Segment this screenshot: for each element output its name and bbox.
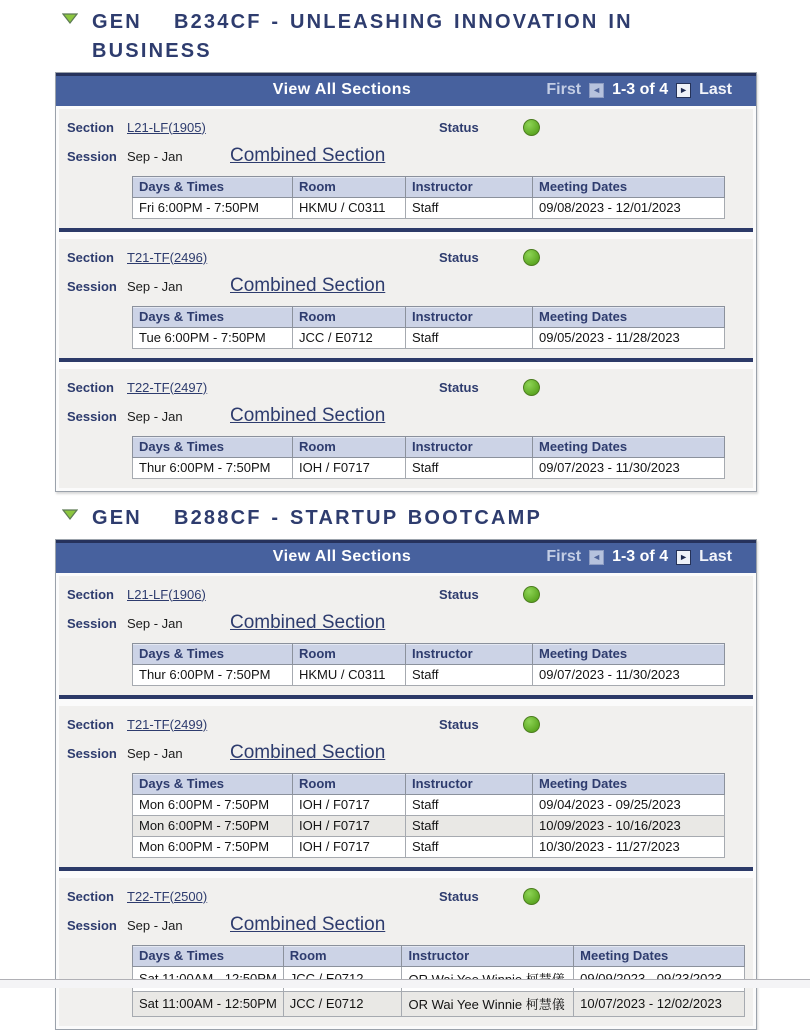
section-label: Section [67, 250, 114, 265]
col-meeting-dates: Meeting Dates [533, 307, 725, 328]
meeting-table-header-row [133, 177, 725, 198]
status-open-icon [523, 888, 540, 905]
col-instructor: Instructor [406, 177, 533, 198]
session-value: Sep - Jan [127, 917, 183, 933]
meeting-row [133, 816, 725, 837]
days-times-cell: Tue 6:00PM - 7:50PM [133, 328, 293, 349]
room-cell: HKMU / C0311 [293, 198, 406, 219]
col-instructor: Instructor [406, 437, 533, 458]
section-detail-link[interactable]: L21-LF(1906) [127, 586, 206, 602]
meeting-table-header-row [133, 307, 725, 328]
course-subject: GEN [92, 507, 142, 529]
page-footer-divider [0, 979, 810, 988]
meeting-dates-cell: 10/07/2023 - 12/02/2023 [574, 992, 745, 1017]
status-label: Status [439, 587, 479, 602]
meeting-dates-cell: 09/07/2023 - 11/30/2023 [533, 665, 725, 686]
section-label: Section [67, 587, 114, 602]
course-name: B288CF - STARTUP BOOTCAMP [173, 507, 543, 529]
session-value: Sep - Jan [127, 745, 183, 761]
instructor-cell: OR Wai Yee Winnie 柯慧儀 [402, 992, 574, 1017]
meeting-row [133, 837, 725, 858]
days-times-cell: Mon 6:00PM - 7:50PM [133, 795, 293, 816]
meeting-table-header-row [133, 437, 725, 458]
meeting-table [132, 176, 725, 219]
meeting-row [133, 198, 725, 219]
meeting-table [132, 306, 725, 349]
room-cell: HKMU / C0311 [293, 665, 406, 686]
col-meeting-dates: Meeting Dates [533, 644, 725, 665]
pagination-next-icon[interactable]: ► [676, 550, 691, 565]
course-group [55, 72, 757, 492]
col-days-times: Days & Times [133, 177, 293, 198]
combined-section-link[interactable]: Combined Section [230, 742, 386, 763]
meeting-table-header-row [133, 946, 745, 967]
course-group [55, 539, 757, 1030]
meeting-table-header-row [133, 774, 725, 795]
session-value: Sep - Jan [127, 408, 183, 424]
section-detail-link[interactable]: T22-TF(2497) [127, 379, 208, 395]
instructor-cell: Staff [406, 795, 533, 816]
col-days-times: Days & Times [133, 774, 293, 795]
section-detail-link[interactable]: L21-LF(1905) [127, 119, 206, 135]
col-room: Room [293, 644, 406, 665]
days-times-cell: Thur 6:00PM - 7:50PM [133, 665, 293, 686]
room-cell: IOH / F0717 [293, 795, 406, 816]
status-open-icon [523, 249, 540, 266]
section-label: Section [67, 380, 114, 395]
meeting-row [133, 458, 725, 479]
collapse-section-icon[interactable] [62, 507, 78, 525]
course-group-wrap [55, 502, 757, 1030]
room-cell: IOH / F0717 [293, 837, 406, 858]
pagination-first-link[interactable]: First [546, 81, 582, 98]
pagination-last-link[interactable]: Last [699, 548, 732, 565]
meeting-table [132, 643, 725, 686]
col-room: Room [293, 307, 406, 328]
course-title-row [55, 6, 757, 72]
combined-section-link[interactable]: Combined Section [230, 145, 386, 166]
meeting-row [133, 665, 725, 686]
col-days-times: Days & Times [133, 437, 293, 458]
meeting-dates-cell: 09/04/2023 - 09/25/2023 [533, 795, 725, 816]
combined-section-link[interactable]: Combined Section [230, 612, 386, 633]
section-detail-link[interactable]: T21-TF(2496) [127, 249, 208, 265]
pagination-next-icon[interactable]: ► [676, 83, 691, 98]
status-label: Status [439, 250, 479, 265]
col-instructor: Instructor [406, 307, 533, 328]
pagination-prev-icon[interactable]: ◄ [589, 83, 604, 98]
session-label: Session [67, 615, 117, 631]
course-group-wrap [55, 6, 757, 492]
meeting-table-header-row [133, 644, 725, 665]
room-cell: IOH / F0717 [293, 458, 406, 479]
meeting-dates-cell: 09/08/2023 - 12/01/2023 [533, 198, 725, 219]
meeting-dates-cell: 10/30/2023 - 11/27/2023 [533, 837, 725, 858]
view-all-sections-label: View All Sections [272, 548, 412, 565]
course-subject: GEN [92, 11, 142, 33]
pagination-last-link[interactable]: Last [699, 81, 732, 98]
meeting-table [132, 773, 725, 858]
meeting-dates-cell: 09/07/2023 - 11/30/2023 [533, 458, 725, 479]
status-label: Status [439, 889, 479, 904]
room-cell: JCC / E0712 [293, 328, 406, 349]
days-times-cell: Mon 6:00PM - 7:50PM [133, 837, 293, 858]
col-days-times: Days & Times [133, 307, 293, 328]
status-label: Status [439, 380, 479, 395]
pagination-range: 1-3 of 4 [612, 548, 669, 565]
course-name: B234CF - UNLEASHING INNOVATION IN BUSINESS [92, 11, 633, 62]
instructor-cell: Staff [406, 458, 533, 479]
combined-section-link[interactable]: Combined Section [230, 405, 386, 426]
section-label: Section [67, 120, 114, 135]
meeting-dates-cell: 10/09/2023 - 10/16/2023 [533, 816, 725, 837]
course-title-row [55, 502, 757, 539]
course-title [92, 504, 542, 533]
class-section-block [59, 706, 753, 871]
status-open-icon [523, 716, 540, 733]
pagination-controls [546, 548, 732, 566]
class-section-block [59, 109, 753, 232]
col-instructor: Instructor [406, 774, 533, 795]
course-title [92, 8, 712, 66]
pagination-prev-icon[interactable]: ◄ [589, 550, 604, 565]
instructor-cell: Staff [406, 837, 533, 858]
days-times-cell: Thur 6:00PM - 7:50PM [133, 458, 293, 479]
sections-header-bar [56, 73, 756, 106]
combined-section-link[interactable]: Combined Section [230, 275, 386, 296]
session-value: Sep - Jan [127, 278, 183, 294]
col-room: Room [293, 437, 406, 458]
session-label: Session [67, 148, 117, 164]
col-room: Room [283, 946, 402, 967]
meeting-row [133, 992, 745, 1017]
col-instructor: Instructor [406, 644, 533, 665]
status-label: Status [439, 120, 479, 135]
col-room: Room [293, 177, 406, 198]
instructor-cell: Staff [406, 816, 533, 837]
session-label: Session [67, 917, 117, 933]
instructor-cell: Staff [406, 328, 533, 349]
view-all-sections-label: View All Sections [272, 81, 412, 98]
class-section-block [59, 878, 753, 1026]
collapse-section-icon[interactable] [62, 11, 78, 29]
col-meeting-dates: Meeting Dates [533, 177, 725, 198]
days-times-cell: Fri 6:00PM - 7:50PM [133, 198, 293, 219]
room-cell: IOH / F0717 [293, 816, 406, 837]
session-label: Session [67, 745, 117, 761]
instructor-cell: Staff [406, 198, 533, 219]
sections-header-bar [56, 540, 756, 573]
days-times-cell: Sat 11:00AM - 12:50PM [133, 992, 284, 1017]
meeting-row [133, 795, 725, 816]
instructor-cell: Staff [406, 665, 533, 686]
pagination-controls [546, 81, 732, 99]
col-days-times: Days & Times [133, 946, 284, 967]
col-meeting-dates: Meeting Dates [533, 774, 725, 795]
class-section-block [59, 369, 753, 488]
section-detail-link[interactable]: T22-TF(2500) [127, 888, 208, 904]
col-instructor: Instructor [402, 946, 574, 967]
col-days-times: Days & Times [133, 644, 293, 665]
section-label: Section [67, 717, 114, 732]
status-open-icon [523, 586, 540, 603]
session-label: Session [67, 408, 117, 424]
section-label: Section [67, 889, 114, 904]
class-section-block [59, 576, 753, 699]
session-value: Sep - Jan [127, 615, 183, 631]
status-open-icon [523, 119, 540, 136]
pagination-range: 1-3 of 4 [612, 81, 669, 98]
meeting-dates-cell: 09/05/2023 - 11/28/2023 [533, 328, 725, 349]
class-section-block [59, 239, 753, 362]
col-meeting-dates: Meeting Dates [533, 437, 725, 458]
pagination-first-link[interactable]: First [546, 548, 582, 565]
meeting-row [133, 328, 725, 349]
col-meeting-dates: Meeting Dates [574, 946, 745, 967]
meeting-table [132, 436, 725, 479]
status-open-icon [523, 379, 540, 396]
combined-section-link[interactable]: Combined Section [230, 914, 386, 935]
section-detail-link[interactable]: T21-TF(2499) [127, 716, 208, 732]
room-cell: JCC / E0712 [283, 992, 402, 1017]
status-label: Status [439, 717, 479, 732]
col-room: Room [293, 774, 406, 795]
session-label: Session [67, 278, 117, 294]
session-value: Sep - Jan [127, 148, 183, 164]
days-times-cell: Mon 6:00PM - 7:50PM [133, 816, 293, 837]
